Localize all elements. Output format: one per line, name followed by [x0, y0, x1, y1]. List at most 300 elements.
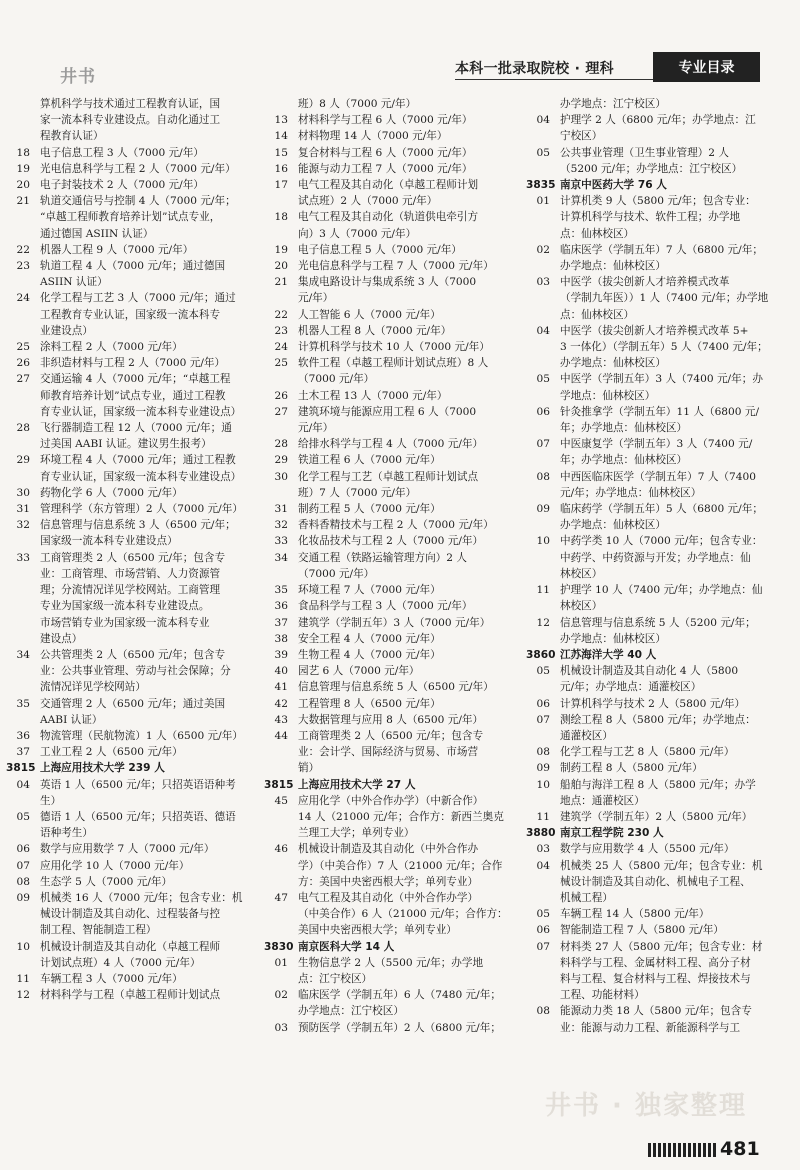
major-number: 33 — [274, 535, 288, 548]
major-entry — [264, 647, 520, 663]
major-number: 02 — [536, 243, 550, 256]
major-entry — [264, 550, 520, 566]
major-number: 11 — [536, 584, 550, 597]
continuation-line: 业：工商管理、市场营销、人力资源管 — [40, 567, 221, 580]
major-entry — [264, 452, 520, 468]
major-number: 36 — [16, 729, 30, 742]
major-number: 16 — [274, 162, 288, 175]
major-text: 环境工程 7 人（7000 元/年） — [298, 584, 441, 597]
major-text: 英语 1 人（6500 元/年；只招英语语种考 — [40, 778, 236, 791]
major-number: 46 — [274, 843, 288, 856]
major-number: 36 — [274, 600, 288, 613]
major-entry — [264, 274, 520, 290]
major-entry — [526, 858, 770, 874]
major-entry — [264, 323, 520, 339]
major-text: 制药工程 8 人（5800 元/年） — [560, 762, 703, 775]
major-entry — [264, 696, 520, 712]
major-text: 环境工程 4 人（7000 元/年；通过工程教 — [40, 454, 236, 467]
major-entry — [264, 128, 520, 144]
university-code: 3815 — [264, 778, 294, 791]
university-name: 江苏海洋大学 40 人 — [560, 648, 657, 661]
major-text: 生物工程 4 人（7000 元/年） — [298, 648, 441, 661]
major-entry — [526, 582, 770, 598]
major-number: 42 — [274, 697, 288, 710]
major-entry — [526, 906, 770, 922]
continuation-line: （7000 元/年） — [298, 373, 375, 386]
major-entry — [6, 161, 256, 177]
major-number: 22 — [274, 308, 288, 321]
major-number: 23 — [16, 260, 30, 273]
university-heading — [526, 177, 770, 193]
major-text: 涂料工程 2 人（7000 元/年） — [40, 341, 183, 354]
major-text: 集成电路设计与集成系统 3 人（7000 — [298, 276, 477, 289]
major-number: 15 — [274, 146, 288, 159]
major-entry — [6, 177, 256, 193]
major-text: 计算机科学与技术 10 人（7000 元/年） — [298, 341, 490, 354]
continuation-line: 点：仙林校区） — [560, 308, 635, 321]
major-entry — [264, 712, 520, 728]
university-heading — [526, 647, 770, 663]
major-number: 35 — [16, 697, 30, 710]
university-name: 上海应用技术大学 27 人 — [298, 778, 416, 791]
major-entry — [264, 242, 520, 258]
major-number: 43 — [274, 713, 288, 726]
major-text: 公共管理类 2 人（6500 元/年；包含专 — [40, 648, 226, 661]
continuation-line: 料与工程、复合材料与工程、焊接技术与 — [560, 972, 751, 985]
major-entry — [264, 728, 520, 744]
major-number: 47 — [274, 891, 288, 904]
continuation-line: （5200 元/年；办学地点：江宁校区） — [560, 162, 743, 175]
continuation-line: 生） — [40, 794, 62, 807]
major-entry — [264, 955, 520, 971]
major-entry — [526, 469, 770, 485]
major-entry — [6, 145, 256, 161]
major-text: 电气工程及其自动化（中外合作办学） — [298, 891, 479, 904]
major-number: 18 — [16, 146, 30, 159]
major-number: 30 — [274, 470, 288, 483]
major-number: 01 — [274, 956, 288, 969]
major-entry — [6, 193, 256, 209]
major-entry — [526, 1003, 770, 1019]
major-entry — [526, 663, 770, 679]
major-entry — [526, 436, 770, 452]
university-heading — [264, 777, 520, 793]
major-number: 05 — [16, 810, 30, 823]
major-number: 33 — [16, 551, 30, 564]
continuation-line: 建设点） — [40, 632, 83, 645]
continuation-line: 宁校区） — [560, 130, 603, 143]
major-number: 27 — [16, 373, 30, 386]
major-text: 材料科学与工程（卓越工程师计划试点 — [40, 989, 221, 1002]
major-text: 中医学（学制五年）3 人（7400 元/年；办 — [560, 373, 763, 386]
major-number: 34 — [16, 648, 30, 661]
major-entry — [526, 404, 770, 420]
major-text: 临床药学（学制五年）5 人（6800 元/年； — [560, 503, 763, 516]
major-text: 中药学类 10 人（7000 元/年；包含专业： — [560, 535, 763, 548]
major-entry — [526, 242, 770, 258]
major-number: 07 — [536, 438, 550, 451]
major-entry — [264, 582, 520, 598]
major-entry — [526, 274, 770, 290]
major-text: 德语 1 人（6500 元/年；只招英语、德语 — [40, 810, 236, 823]
major-number: 08 — [16, 875, 30, 888]
university-name: 南京医科大学 14 人 — [298, 940, 395, 953]
major-entry — [526, 615, 770, 631]
major-number: 07 — [16, 859, 30, 872]
major-text: 车辆工程 14 人（5800 元/年） — [560, 908, 710, 921]
major-number: 27 — [274, 405, 288, 418]
major-number: 37 — [16, 746, 30, 759]
major-entry — [264, 501, 520, 517]
major-entry — [264, 469, 520, 485]
continuation-line: 机械工程） — [560, 891, 613, 904]
continuation-line: 械设计制造及其自动化、机械电子工程、 — [560, 875, 751, 888]
university-name: 南京中医药大学 76 人 — [560, 179, 667, 192]
continuation-line: “卓越工程师教育培养计划”试点专业， — [40, 211, 221, 224]
continuation-line: 专业为国家级一流本科专业建设点。 — [40, 600, 210, 613]
major-text: 化学工程与工艺 8 人（5800 元/年） — [560, 746, 735, 759]
major-entry — [6, 290, 256, 306]
major-entry — [526, 760, 770, 776]
continuation-line: 学）（中美合作）7 人（21000 元/年；合作 — [298, 859, 503, 872]
major-number: 20 — [16, 179, 30, 192]
major-number: 08 — [536, 746, 550, 759]
continuation-line: 家一流本科专业建设点。自动化通过工 — [40, 114, 221, 127]
continuation-line: 办学地点：江宁校区） — [298, 1005, 404, 1018]
major-number: 02 — [274, 989, 288, 1002]
major-entry — [6, 485, 256, 501]
continuation-line: 办学地点：江宁校区） — [560, 98, 666, 110]
major-entry — [6, 809, 256, 825]
watermark: 井书 · 独家整理 — [545, 1091, 747, 1121]
major-entry — [6, 242, 256, 258]
major-entry — [6, 874, 256, 890]
major-text: 中医学（拔尖创新人才培养模式改革 — [560, 276, 730, 289]
major-entry — [6, 355, 256, 371]
major-entry — [526, 112, 770, 128]
university-code: 3815 — [6, 762, 36, 775]
major-number: 24 — [274, 341, 288, 354]
page-title: 本科一批录取院校 · 理科 — [455, 61, 614, 77]
major-entry — [6, 647, 256, 663]
continuation-line: 元/年；办学地点：仙林校区） — [560, 486, 702, 499]
major-entry — [526, 145, 770, 161]
major-text: 材料物理 14 人（7000 元/年） — [298, 130, 448, 143]
major-text: 材料类 27 人（5800 元/年；包含专业：材 — [560, 940, 763, 953]
continuation-line: 兰理工大学；单列专业） — [298, 827, 415, 840]
continuation-line: 语种考生） — [40, 827, 93, 840]
continuation-line: 育专业认证，国家级一流本科专业建设点） — [40, 405, 242, 418]
continuation-line: 计算机科学与技术、软件工程；办学地 — [560, 211, 741, 224]
major-text: 复合材料与工程 6 人（7000 元/年） — [298, 146, 473, 159]
major-entry — [264, 533, 520, 549]
major-text: 交通运输 4 人（7000 元/年；“卓越工程 — [40, 373, 231, 386]
continuation-line: 师教育培养计划”试点专业，通过工程教 — [40, 389, 226, 402]
major-entry — [6, 971, 256, 987]
major-number: 32 — [16, 519, 30, 532]
major-number: 39 — [274, 648, 288, 661]
major-number: 07 — [536, 713, 550, 726]
major-text: 信息管理与信息系统 3 人（6500 元/年； — [40, 519, 236, 532]
major-text: 药物化学 6 人（7000 元/年） — [40, 486, 183, 499]
continuation-line: 流情况详见学校网站） — [40, 681, 146, 694]
major-number: 09 — [536, 503, 550, 516]
university-heading — [526, 825, 770, 841]
major-entry — [264, 145, 520, 161]
continuation-line: 料科学与工程、金属材料工程、高分子材 — [560, 956, 751, 969]
major-number: 08 — [536, 1005, 550, 1018]
major-entry — [264, 355, 520, 371]
major-text: 护理学 10 人（7400 元/年；办学地点：仙 — [560, 584, 763, 597]
major-number: 26 — [274, 389, 288, 402]
major-number: 26 — [16, 357, 30, 370]
continuation-line: 国家级一流本科专业建设点） — [40, 535, 178, 548]
major-text: 针灸推拿学（学制五年）11 人（6800 元/ — [560, 405, 760, 418]
continuation-line: 销） — [298, 762, 320, 775]
major-number: 11 — [536, 810, 550, 823]
continuation-line: 通过德国 ASIIN 认证） — [40, 227, 154, 240]
major-number: 14 — [274, 130, 288, 143]
major-entry — [526, 712, 770, 728]
major-number: 13 — [274, 114, 288, 127]
continuation-line: 械设计制造及其自动化、过程装备与控 — [40, 908, 221, 921]
continuation-line: 年；办学地点：仙林校区） — [560, 422, 688, 435]
major-text: 护理学 2 人（6800 元/年；办学地点：江 — [560, 114, 756, 127]
continuation-line: 14 人（21000 元/年；合作方：新西兰奥克 — [298, 810, 504, 823]
major-text: 香料香精技术与工程 2 人（7000 元/年） — [298, 519, 494, 532]
continuation-line: 程教育认证） — [40, 130, 104, 143]
brand-logo-text: 井书 — [60, 67, 96, 87]
major-number: 19 — [274, 243, 288, 256]
continuation-line: 元/年；办学地点：通灌校区） — [560, 681, 702, 694]
continuation-line: 向）3 人（7000 元/年） — [298, 227, 417, 240]
major-number: 23 — [274, 324, 288, 337]
major-text: 园艺 6 人（7000 元/年） — [298, 665, 420, 678]
major-number: 04 — [536, 859, 550, 872]
column-3 — [526, 96, 770, 1036]
major-text: 数学与应用数学 7 人（7000 元/年） — [40, 843, 215, 856]
major-text: 化妆品技术与工程 2 人（7000 元/年） — [298, 535, 484, 548]
major-entry — [264, 177, 520, 193]
major-entry — [6, 939, 256, 955]
major-number: 31 — [274, 503, 288, 516]
continuation-line: 通灌校区） — [560, 729, 613, 742]
major-number: 45 — [274, 794, 288, 807]
university-name: 南京工程学院 230 人 — [560, 827, 664, 840]
major-entry — [264, 258, 520, 274]
continuation-line: 地点：通灌校区） — [560, 794, 645, 807]
major-number: 12 — [16, 989, 30, 1002]
major-number: 40 — [274, 665, 288, 678]
major-text: 测绘工程 8 人（5800 元/年；办学地点： — [560, 713, 756, 726]
major-text: 电子信息工程 5 人（7000 元/年） — [298, 243, 462, 256]
major-text: 公共事业管理（卫生事业管理）2 人 — [560, 146, 730, 159]
major-text: 软件工程（卓越工程师计划试点班）8 人 — [298, 357, 489, 370]
major-text: 材料科学与工程 6 人（7000 元/年） — [298, 114, 473, 127]
major-entry — [6, 371, 256, 387]
continuation-line: 点：仙林校区） — [560, 227, 635, 240]
major-text: 建筑学（学制五年）3 人（7000 元/年） — [298, 616, 491, 629]
continuation-line: 办学地点：仙林校区） — [560, 632, 666, 645]
major-number: 06 — [16, 843, 30, 856]
major-number: 22 — [16, 243, 30, 256]
major-entry — [264, 112, 520, 128]
major-text: 物流管理（民航物流）1 人（6500 元/年） — [40, 729, 243, 742]
continuation-line: 林校区） — [560, 567, 603, 580]
major-text: 建筑环境与能源应用工程 6 人（7000 — [298, 405, 477, 418]
major-number: 06 — [536, 405, 550, 418]
major-text: 机械设计制造及其自动化 4 人（5800 — [560, 665, 739, 678]
major-text: 计算机类 9 人（5800 元/年；包含专业： — [560, 195, 756, 208]
major-text: 能源与动力工程 7 人（7000 元/年） — [298, 162, 473, 175]
major-text: 交通工程（铁路运输管理方向）2 人 — [298, 551, 468, 564]
major-number: 04 — [536, 114, 550, 127]
continuation-line: 点：江宁校区） — [298, 972, 373, 985]
continuation-line: ASIIN 认证） — [40, 276, 108, 289]
continuation-line: 中药学、中药资源与开发；办学地点：仙 — [560, 551, 751, 564]
major-text: 铁道工程 6 人（7000 元/年） — [298, 454, 441, 467]
major-number: 25 — [274, 357, 288, 370]
major-number: 05 — [536, 146, 550, 159]
continuation-line: 业：能源与动力工程、新能源科学与工 — [560, 1021, 741, 1034]
continuation-line: 工程教育专业认证，国家级一流本科专 — [40, 308, 221, 321]
major-entry — [526, 744, 770, 760]
major-number: 18 — [274, 211, 288, 224]
continuation-line: 3 一体化）（学制五年）5 人（7400 元/年； — [560, 341, 768, 354]
major-text: 光电信息科学与工程 2 人（7000 元/年） — [40, 162, 236, 175]
major-text: 化学工程与工艺（卓越工程师计划试点 — [298, 470, 479, 483]
major-text: 安全工程 4 人（7000 元/年） — [298, 632, 441, 645]
major-number: 11 — [16, 972, 30, 985]
major-entry — [526, 193, 770, 209]
major-text: 数学与应用数学 4 人（5500 元/年） — [560, 843, 735, 856]
major-text: 机械类 16 人（7000 元/年；包含专业：机 — [40, 891, 243, 904]
major-entry — [264, 404, 520, 420]
major-text: 制药工程 5 人（7000 元/年） — [298, 503, 441, 516]
major-entry — [526, 533, 770, 549]
continuation-line: 美国中央密西根大学；单列专业） — [298, 924, 457, 937]
major-text: 飞行器制造工程 12 人（7000 元/年；通 — [40, 422, 232, 435]
major-number: 28 — [274, 438, 288, 451]
major-entry — [526, 323, 770, 339]
university-code: 3830 — [264, 940, 294, 953]
major-entry — [6, 987, 256, 1003]
major-number: 09 — [536, 762, 550, 775]
major-number: 05 — [536, 665, 550, 678]
major-text: 工程管理 8 人（6500 元/年） — [298, 697, 441, 710]
major-entry — [6, 858, 256, 874]
major-number: 44 — [274, 729, 288, 742]
major-text: 中医康复学（学制五年）3 人（7400 元/ — [560, 438, 753, 451]
major-text: 计算机科学与技术 2 人（5800 元/年） — [560, 697, 746, 710]
continuation-line: 试点班）2 人（7000 元/年） — [298, 195, 438, 208]
major-entry — [6, 420, 256, 436]
major-entry — [526, 809, 770, 825]
major-number: 03 — [274, 1021, 288, 1034]
major-text: 轨道交通信号与控制 4 人（7000 元/年； — [40, 195, 236, 208]
major-text: 电子封装技术 2 人（7000 元/年） — [40, 179, 204, 192]
major-number: 20 — [274, 260, 288, 273]
major-text: 工商管理类 2 人（6500 元/年；包含专 — [298, 729, 484, 742]
major-entry — [264, 793, 520, 809]
major-entry — [526, 841, 770, 857]
continuation-line: 方：美国中央密西根大学；单列专业） — [298, 875, 479, 888]
major-number: 05 — [536, 908, 550, 921]
major-entry — [526, 371, 770, 387]
continuation-line: 年；办学地点：仙林校区） — [560, 454, 688, 467]
major-text: 人工智能 6 人（7000 元/年） — [298, 308, 441, 321]
major-number: 05 — [536, 373, 550, 386]
major-number: 03 — [536, 276, 550, 289]
continuation-line: 办学地点：仙林校区） — [560, 357, 666, 370]
major-number: 04 — [536, 324, 550, 337]
major-number: 28 — [16, 422, 30, 435]
major-number: 21 — [16, 195, 30, 208]
major-number: 07 — [536, 940, 550, 953]
column-2 — [264, 96, 520, 1036]
continuation-line: 学地点：仙林校区） — [560, 389, 656, 402]
major-entry — [6, 339, 256, 355]
major-entry — [264, 388, 520, 404]
major-number: 06 — [536, 697, 550, 710]
major-text: 轨道工程 4 人（7000 元/年；通过德国 — [40, 260, 226, 273]
major-entry — [526, 696, 770, 712]
major-entry — [264, 307, 520, 323]
continuation-line: 过美国 AABI 认证。建议男生报考） — [40, 438, 212, 451]
major-entry — [6, 728, 256, 744]
major-entry — [6, 501, 256, 517]
major-text: 工业工程 2 人（6500 元/年） — [40, 746, 183, 759]
major-text: 临床医学（学制五年）7 人（6800 元/年； — [560, 243, 763, 256]
major-number: 29 — [16, 454, 30, 467]
major-entry — [264, 209, 520, 225]
major-text: 交通管理 2 人（6500 元/年；通过美国 — [40, 697, 226, 710]
university-heading — [6, 760, 256, 776]
major-entry — [264, 1020, 520, 1036]
major-text: 土木工程 13 人（7000 元/年） — [298, 389, 448, 402]
continuation-line: 办学地点：仙林校区） — [560, 260, 666, 273]
major-text: 车辆工程 3 人（7000 元/年） — [40, 972, 183, 985]
continuation-line: 元/年） — [298, 292, 334, 305]
page-number: 481 — [720, 1138, 760, 1160]
major-entry — [6, 517, 256, 533]
major-number: 03 — [536, 843, 550, 856]
major-number: 06 — [536, 924, 550, 937]
university-code: 3860 — [526, 648, 556, 661]
major-text: 机器人工程 8 人（7000 元/年） — [298, 324, 452, 337]
major-text: 大数据管理与应用 8 人（6500 元/年） — [298, 713, 484, 726]
major-number: 32 — [274, 519, 288, 532]
major-entry — [526, 777, 770, 793]
major-text: 食品科学与工程 3 人（7000 元/年） — [298, 600, 473, 613]
major-entry — [264, 615, 520, 631]
major-text: 生物信息学 2 人（5500 元/年；办学地 — [298, 956, 484, 969]
major-number: 30 — [16, 486, 30, 499]
university-name: 上海应用技术大学 239 人 — [40, 762, 165, 775]
continuation-line: 理；分流情况详见学校网站。工商管理 — [40, 584, 221, 597]
major-text: 中医学（拔尖创新人才培养模式改革 5+ — [560, 324, 749, 337]
major-entry — [264, 890, 520, 906]
major-text: 电子信息工程 3 人（7000 元/年） — [40, 146, 204, 159]
major-text: 船舶与海洋工程 8 人（5800 元/年；办学 — [560, 778, 756, 791]
continuation-line: 业：会计学、国际经济与贸易、市场营 — [298, 746, 479, 759]
column-1 — [6, 96, 256, 1003]
major-text: 预防医学（学制五年）2 人（6800 元/年； — [298, 1021, 501, 1034]
major-entry — [264, 663, 520, 679]
major-text: 临床医学（学制五年）6 人（7480 元/年； — [298, 989, 501, 1002]
major-entry — [264, 339, 520, 355]
continuation-line: 班）7 人（7000 元/年） — [298, 486, 417, 499]
